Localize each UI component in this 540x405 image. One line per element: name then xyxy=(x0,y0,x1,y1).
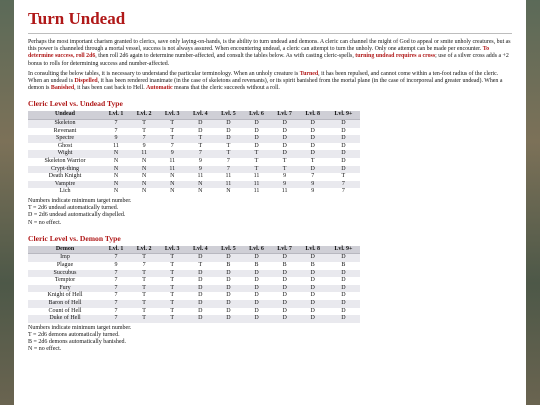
undead-table-cell: T xyxy=(186,135,214,143)
demon-table-cell: D xyxy=(242,270,270,278)
undead-table-cell: N xyxy=(102,188,130,196)
demon-table-header-cell: Lvl. 6 xyxy=(242,246,270,254)
demon-table-cell: D xyxy=(299,308,327,316)
terms-text-2: , it has been repulsed, and cannot come within a ten-foot radius of the cleric. When an undead is xyxy=(28,70,499,85)
demon-table-cell: D xyxy=(186,315,214,323)
undead-table-cell: 9 xyxy=(102,135,130,143)
undead-table-cell: D xyxy=(271,143,299,151)
undead-table-row-label: Spectre xyxy=(28,135,102,143)
undead-table-header-cell: Lvl. 8 xyxy=(299,111,327,119)
undead-table-header-cell: Lvl. 2 xyxy=(130,111,158,119)
undead-table-cell: N xyxy=(186,188,214,196)
undead-table-header-cell: Lvl. 5 xyxy=(214,111,242,119)
demon-table-cell: D xyxy=(242,315,270,323)
demon-table-cell: B xyxy=(214,262,242,270)
undead-table-cell: N xyxy=(130,158,158,166)
demon-table-cell: D xyxy=(299,300,327,308)
demon-table-cell: D xyxy=(186,308,214,316)
undead-table-cell: D xyxy=(271,135,299,143)
demon-table-cell: T xyxy=(130,315,158,323)
term-dispelled: Dispelled xyxy=(74,78,98,85)
demon-table-header-cell: Lvl. 5 xyxy=(214,246,242,254)
demon-table-cell: D xyxy=(299,315,327,323)
undead-table-cell: 9 xyxy=(186,166,214,174)
demon-table-cell: 7 xyxy=(130,262,158,270)
demon-table-cell: D xyxy=(299,270,327,278)
undead-table-header-cell: Lvl. 6 xyxy=(242,111,270,119)
demon-table-cell: D xyxy=(271,285,299,293)
demon-table-cell: D xyxy=(299,292,327,300)
undead-table-row xyxy=(28,188,360,196)
undead-table-row xyxy=(28,150,360,158)
demon-table-cell: T xyxy=(130,277,158,285)
undead-table-cell: D xyxy=(242,120,270,128)
terms-text-5: means that the cleric succeeds without a roll. xyxy=(172,85,280,92)
undead-table-cell: N xyxy=(186,181,214,189)
demon-table-cell: T xyxy=(130,270,158,278)
undead-table-row-label: Crypt-thing xyxy=(28,166,102,174)
demon-table-cell: D xyxy=(299,285,327,293)
demon-table-row-label: Imp xyxy=(28,254,102,262)
undead-table-header-cell: Lvl. 7 xyxy=(271,111,299,119)
terms-text-4: , it has been cast back to Hell. xyxy=(74,85,147,92)
undead-table-note: Numbers indicate minimum target number. xyxy=(28,197,132,204)
demon-table-notes xyxy=(28,325,512,354)
undead-table-cell: 9 xyxy=(299,181,327,189)
demon-table-header-cell: Lvl. 3 xyxy=(158,246,186,254)
undead-table-cell: T xyxy=(271,158,299,166)
demon-table-cell: D xyxy=(242,254,270,262)
undead-table-cell: N xyxy=(102,150,130,158)
undead-table-header-cell: Lvl. 1 xyxy=(102,111,130,119)
demon-table-cell: D xyxy=(327,308,360,316)
undead-table-cell: 7 xyxy=(130,135,158,143)
demon-table-cell: T xyxy=(130,285,158,293)
demon-table-cell: D xyxy=(327,277,360,285)
title-divider xyxy=(28,33,512,34)
undead-table-cell: D xyxy=(299,120,327,128)
intro-highlight-cross: turning undead requires a cross xyxy=(355,53,436,60)
demon-table-row xyxy=(28,254,360,262)
demon-table-body xyxy=(28,254,360,323)
undead-table-cell: D xyxy=(327,128,360,136)
undead-table-note: D = 2d6 undead automatically dispelled. xyxy=(28,212,126,219)
demon-table-cell: D xyxy=(327,292,360,300)
undead-table-notes xyxy=(28,198,512,227)
undead-table-cell: D xyxy=(299,128,327,136)
undead-table-header-cell: Undead xyxy=(28,111,102,119)
undead-table-row-label: Skeleton xyxy=(28,120,102,128)
undead-table-cell: T xyxy=(130,120,158,128)
demon-table-header-cell: Lvl. 4 xyxy=(186,246,214,254)
demon-table-note: B = 2d6 demons automatically banished. xyxy=(28,339,127,346)
demon-table-cell: D xyxy=(186,254,214,262)
demon-table-note: T = 2d6 demons automatically turned. xyxy=(28,331,120,338)
undead-table-cell: 11 xyxy=(242,173,270,181)
demon-table-cell: D xyxy=(214,285,242,293)
undead-table-row xyxy=(28,120,360,128)
undead-table-cell: D xyxy=(186,128,214,136)
intro-highlight-roll: To determine success, roll 2d6 xyxy=(28,46,490,60)
undead-table-cell: N xyxy=(102,173,130,181)
demon-table-cell: D xyxy=(242,308,270,316)
undead-table-cell: D xyxy=(242,135,270,143)
demon-table-cell: T xyxy=(158,277,186,285)
demon-table-cell: D xyxy=(214,254,242,262)
demon-table-cell: 7 xyxy=(102,270,130,278)
undead-table-cell: D xyxy=(299,150,327,158)
undead-table-cell: 11 xyxy=(158,166,186,174)
demon-table-cell: D xyxy=(271,292,299,300)
demon-table-cell: T xyxy=(158,285,186,293)
background-right-border xyxy=(526,0,540,405)
undead-table-row xyxy=(28,135,360,143)
undead-table-cell: D xyxy=(299,143,327,151)
demon-table-cell: D xyxy=(271,270,299,278)
undead-table-cell: D xyxy=(327,120,360,128)
demon-table-cell: T xyxy=(158,254,186,262)
demon-table-cell: B xyxy=(299,262,327,270)
demon-table-row-label: Count of Hell xyxy=(28,308,102,316)
undead-table-header-cell: Lvl. 3 xyxy=(158,111,186,119)
undead-table-cell: 7 xyxy=(102,128,130,136)
undead-table-cell: N xyxy=(130,181,158,189)
page-title: Turn Undead xyxy=(28,9,126,28)
terminology-paragraph xyxy=(28,71,512,93)
demon-table-row xyxy=(28,292,360,300)
demon-table-cell: T xyxy=(158,315,186,323)
demon-table-cell: 7 xyxy=(102,277,130,285)
undead-table-cell: T xyxy=(242,158,270,166)
demon-table-header-row xyxy=(28,246,360,254)
demon-table-row xyxy=(28,262,360,270)
undead-table-cell: D xyxy=(271,120,299,128)
undead-table-cell: N xyxy=(214,188,242,196)
undead-table-cell: 11 xyxy=(130,150,158,158)
undead-table-cell: D xyxy=(214,128,242,136)
demon-table-cell: D xyxy=(242,285,270,293)
demon-table-cell: D xyxy=(186,292,214,300)
demon-table-row-label: Fury xyxy=(28,285,102,293)
undead-table-cell: T xyxy=(327,173,360,181)
demon-table-cell: D xyxy=(214,270,242,278)
undead-table-cell: 11 xyxy=(186,173,214,181)
demon-table-row-label: Knight of Hell xyxy=(28,292,102,300)
undead-table-row xyxy=(28,143,360,151)
undead-table-cell: 11 xyxy=(214,181,242,189)
demon-table-cell: 7 xyxy=(102,315,130,323)
demon-table-row-label: Plague xyxy=(28,262,102,270)
demon-table-row-label: Baron of Hell xyxy=(28,300,102,308)
undead-table-cell: D xyxy=(186,120,214,128)
demon-table-cell: D xyxy=(271,315,299,323)
undead-table-header-row xyxy=(28,111,360,119)
undead-table-cell: D xyxy=(299,166,327,174)
undead-table-cell: T xyxy=(299,158,327,166)
demon-table-row-label: Succubus xyxy=(28,270,102,278)
demon-table-cell: T xyxy=(130,308,158,316)
demon-table-header-cell: Demon xyxy=(28,246,102,254)
undead-table-row-label: Vampire xyxy=(28,181,102,189)
demon-table-row-label: Temptor xyxy=(28,277,102,285)
undead-table-cell: T xyxy=(214,150,242,158)
demon-table-cell: T xyxy=(158,262,186,270)
undead-table-cell: 11 xyxy=(102,143,130,151)
undead-table-cell: 9 xyxy=(158,150,186,158)
undead-table-cell: N xyxy=(130,173,158,181)
undead-table-row-label: Revenant xyxy=(28,128,102,136)
undead-table-cell: 7 xyxy=(158,143,186,151)
undead-table-cell: D xyxy=(242,143,270,151)
undead-table-cell: 7 xyxy=(214,158,242,166)
demon-table-cell: T xyxy=(158,308,186,316)
demon-table-cell: 9 xyxy=(102,262,130,270)
undead-table-cell: T xyxy=(242,150,270,158)
terms-text-1: In consulting the below tables, it is necessary to understand the particular terminology. When an unholy creature is xyxy=(28,70,300,77)
demon-table-row xyxy=(28,270,360,278)
demon-table-cell: D xyxy=(186,277,214,285)
undead-table-cell: 7 xyxy=(327,181,360,189)
undead-table-cell: D xyxy=(327,150,360,158)
undead-table-row-label: Wight xyxy=(28,150,102,158)
undead-table-cell: D xyxy=(214,135,242,143)
undead-table-cell: T xyxy=(158,120,186,128)
undead-table-row xyxy=(28,181,360,189)
undead-table-header-cell: Lvl. 4 xyxy=(186,111,214,119)
demon-table-cell: D xyxy=(327,270,360,278)
undead-table-cell: N xyxy=(158,188,186,196)
demon-table-cell: D xyxy=(327,315,360,323)
demon-table-row xyxy=(28,308,360,316)
demon-table-cell: D xyxy=(327,254,360,262)
undead-table-cell: 11 xyxy=(158,158,186,166)
undead-table-cell: 11 xyxy=(271,188,299,196)
document-page xyxy=(14,0,526,405)
intro-text-2: , then roll 2d6 again to determine number-affected, and consult the tables below. As with casting cleric-spells, xyxy=(95,53,356,60)
undead-table-note: N = no effect. xyxy=(28,219,62,226)
demon-table-cell: D xyxy=(327,300,360,308)
undead-table-row-label: Ghost xyxy=(28,143,102,151)
demon-table-cell: T xyxy=(158,270,186,278)
undead-table-body xyxy=(28,120,360,196)
undead-table-cell: T xyxy=(242,166,270,174)
demon-table-cell: D xyxy=(299,277,327,285)
undead-table-cell: D xyxy=(271,128,299,136)
undead-table-cell: D xyxy=(327,166,360,174)
undead-table-row-label: Death Knight xyxy=(28,173,102,181)
demon-table-row xyxy=(28,315,360,323)
undead-table-row xyxy=(28,158,360,166)
undead-table-cell: N xyxy=(130,188,158,196)
undead-table-cell: 11 xyxy=(214,173,242,181)
undead-table-cell: T xyxy=(158,135,186,143)
demon-table-cell: 7 xyxy=(102,254,130,262)
demon-table-cell: D xyxy=(186,285,214,293)
demon-table-cell: 7 xyxy=(102,308,130,316)
undead-table-note: T = 2d6 undead automatically turned. xyxy=(28,205,119,212)
undead-table-cell: 7 xyxy=(102,120,130,128)
demon-table-cell: T xyxy=(130,292,158,300)
demon-table-cell: T xyxy=(130,254,158,262)
demon-table-cell: D xyxy=(271,277,299,285)
undead-table-cell: D xyxy=(299,135,327,143)
undead-table-cell: 7 xyxy=(186,150,214,158)
demon-table-cell: B xyxy=(242,262,270,270)
demon-table-cell: 7 xyxy=(102,300,130,308)
term-automatic: Automatic xyxy=(146,85,173,92)
demon-table-cell: B xyxy=(327,262,360,270)
undead-table-cell: T xyxy=(214,143,242,151)
demon-table-cell: T xyxy=(130,300,158,308)
demon-table-cell: D xyxy=(214,308,242,316)
undead-table-cell: 9 xyxy=(271,181,299,189)
demon-table-header-cell: Lvl. 8 xyxy=(299,246,327,254)
undead-table-cell: N xyxy=(130,166,158,174)
demon-table xyxy=(28,246,360,323)
undead-table-row xyxy=(28,173,360,181)
demon-table-note: Numbers indicate minimum target number. xyxy=(28,324,132,331)
demon-table-note: N = no effect. xyxy=(28,346,62,353)
intro-text-1: Perhaps the most important charism granted to clerics, save only laying-on-hands, is the ability to turn undead and demons. A cleric can channel the might of God to appeal or smite unholy creatures, but as this power is channeled through a mortal vessel, success is not always assured. When encountering undead, a cleric can attempt to turn the unholy. Only one attempt can be made per encounter. xyxy=(28,39,511,53)
undead-table-cell: D xyxy=(327,135,360,143)
undead-table-cell: T xyxy=(158,128,186,136)
undead-table-cell: 9 xyxy=(186,158,214,166)
undead-table-cell: D xyxy=(214,120,242,128)
undead-table-cell: D xyxy=(327,143,360,151)
undead-table-row xyxy=(28,166,360,174)
demon-table-cell: D xyxy=(214,292,242,300)
undead-table-cell: 7 xyxy=(327,188,360,196)
undead-table xyxy=(28,111,360,196)
undead-table-cell: D xyxy=(271,150,299,158)
demon-table-header-cell: Lvl. 9+ xyxy=(327,246,360,254)
demon-table-cell: D xyxy=(271,300,299,308)
demon-table-cell: T xyxy=(186,262,214,270)
undead-table-cell: N xyxy=(102,181,130,189)
undead-table-cell: 11 xyxy=(242,188,270,196)
demon-table-row xyxy=(28,277,360,285)
demon-table-cell: D xyxy=(214,315,242,323)
undead-table-cell: N xyxy=(158,181,186,189)
demon-table-cell: D xyxy=(242,300,270,308)
terms-text-3: , it has been rendered inanimate (in the case of skeletons and revenants), or its spirit banished from the mortal plane (in the case of incorporeal and greater undead). When a demon is xyxy=(28,78,503,92)
demon-table-cell: D xyxy=(186,300,214,308)
demon-table-row-label: Duke of Hell xyxy=(28,315,102,323)
undead-table-heading: Cleric Level vs. Undead Type xyxy=(28,99,123,109)
demon-table-cell: D xyxy=(242,277,270,285)
undead-table-cell: 7 xyxy=(299,173,327,181)
term-turned: Turned xyxy=(299,70,319,77)
undead-table-row-label: Lich xyxy=(28,188,102,196)
demon-table-cell: D xyxy=(327,285,360,293)
undead-table-cell: T xyxy=(186,143,214,151)
undead-table-row xyxy=(28,128,360,136)
undead-table-cell: N xyxy=(102,166,130,174)
demon-table-cell: D xyxy=(299,254,327,262)
intro-paragraph xyxy=(28,39,512,68)
term-banished: Banished xyxy=(50,85,75,92)
demon-table-cell: D xyxy=(242,292,270,300)
undead-table-header-cell: Lvl. 9+ xyxy=(327,111,360,119)
undead-table-cell: 11 xyxy=(242,181,270,189)
undead-table-cell: T xyxy=(130,128,158,136)
demon-table-header-cell: Lvl. 1 xyxy=(102,246,130,254)
demon-table-row xyxy=(28,300,360,308)
demon-table-cell: T xyxy=(158,300,186,308)
undead-table-cell: T xyxy=(271,166,299,174)
undead-table-cell: 7 xyxy=(214,166,242,174)
demon-table-cell: D xyxy=(271,308,299,316)
undead-table-cell: N xyxy=(102,158,130,166)
undead-table-row-label: Skeleton Warrior xyxy=(28,158,102,166)
demon-table-cell: D xyxy=(214,300,242,308)
demon-table-heading: Cleric Level vs. Demon Type xyxy=(28,233,121,243)
demon-table-header-cell: Lvl. 7 xyxy=(271,246,299,254)
demon-table-cell: 7 xyxy=(102,285,130,293)
demon-table-header-cell: Lvl. 2 xyxy=(130,246,158,254)
demon-table-cell: D xyxy=(214,277,242,285)
demon-table-cell: 7 xyxy=(102,292,130,300)
undead-table-cell: 9 xyxy=(271,173,299,181)
undead-table-cell: 9 xyxy=(130,143,158,151)
demon-table-cell: T xyxy=(158,292,186,300)
intro-text-3: ; use of a silver cross adds a +2 bonus to rolls for determining success and number-affected. xyxy=(28,53,509,67)
undead-table-cell: D xyxy=(242,128,270,136)
demon-table-cell: B xyxy=(271,262,299,270)
undead-table-cell: D xyxy=(327,158,360,166)
undead-table-cell: N xyxy=(158,173,186,181)
undead-table-cell: 9 xyxy=(299,188,327,196)
demon-table-cell: D xyxy=(186,270,214,278)
background-left-border xyxy=(0,0,14,405)
demon-table-cell: D xyxy=(271,254,299,262)
